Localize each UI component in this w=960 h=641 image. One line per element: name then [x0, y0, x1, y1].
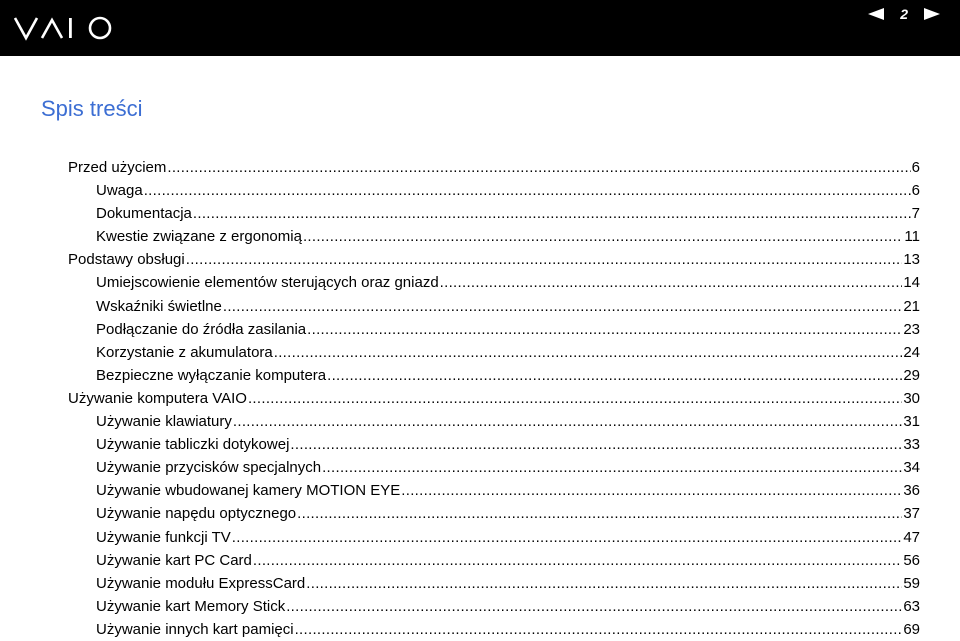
toc-entry-label: Używanie wbudowanej kamery MOTION EYE — [96, 482, 401, 500]
toc-entry-label: Umiejscowienie elementów sterujących oraz gniazd — [96, 274, 439, 292]
toc-entry-page: 34 — [903, 459, 920, 477]
toc-entry[interactable] — [68, 526, 920, 549]
page-navigation — [866, 6, 942, 22]
toc-entry-label: Używanie napędu optycznego — [96, 505, 297, 523]
toc-entry-label: Podstawy obsługi — [68, 251, 185, 269]
toc-entry[interactable] — [68, 341, 920, 364]
toc-entry[interactable] — [68, 271, 920, 294]
page-number: 2 — [900, 6, 908, 22]
toc-entry-page: 31 — [903, 413, 920, 431]
toc-entry-label: Bezpieczne wyłączanie komputera — [96, 366, 327, 384]
toc-entry-page: 29 — [903, 366, 920, 384]
toc-entry[interactable] — [68, 295, 920, 318]
toc-entry-label: Kwestie związane z ergonomią — [96, 228, 302, 246]
toc-leader-dots — [193, 202, 911, 225]
toc-entry[interactable] — [68, 410, 920, 433]
toc-leader-dots — [303, 225, 903, 248]
table-of-contents — [68, 156, 920, 641]
toc-entry-page: 24 — [903, 343, 920, 361]
toc-entry[interactable] — [68, 456, 920, 479]
toc-entry[interactable] — [68, 502, 920, 525]
header-bar — [0, 0, 960, 56]
toc-entry-label: Używanie modułu ExpressCard — [96, 574, 306, 592]
toc-entry-label: Używanie komputera VAIO — [68, 389, 247, 407]
toc-entry[interactable] — [68, 618, 920, 641]
toc-entry-label: Wskaźniki świetlne — [96, 297, 222, 315]
toc-entry-page: 14 — [903, 274, 920, 292]
toc-leader-dots — [248, 387, 902, 410]
toc-entry-label: Używanie innych kart pamięci — [96, 620, 294, 638]
previous-page-icon[interactable] — [866, 7, 886, 21]
toc-leader-dots — [307, 318, 902, 341]
toc-leader-dots — [290, 433, 902, 456]
toc-entry-page: 37 — [903, 505, 920, 523]
toc-entry[interactable] — [68, 595, 920, 618]
toc-leader-dots — [401, 479, 902, 502]
toc-entry-page: 56 — [903, 551, 920, 569]
toc-leader-dots — [440, 271, 903, 294]
toc-entry[interactable] — [68, 318, 920, 341]
toc-entry-page: 63 — [903, 597, 920, 615]
toc-entry-page: 23 — [903, 320, 920, 338]
toc-leader-dots — [322, 456, 902, 479]
toc-entry-page: 30 — [903, 389, 920, 407]
toc-leader-dots — [186, 248, 903, 271]
toc-entry-label: Używanie funkcji TV — [96, 528, 231, 546]
toc-entry-page: 6 — [911, 159, 920, 176]
toc-leader-dots — [232, 526, 903, 549]
toc-entry-page: 36 — [903, 482, 920, 500]
toc-leader-dots — [327, 364, 902, 387]
toc-entry-page: 13 — [903, 251, 920, 269]
toc-entry-page: 59 — [903, 574, 920, 592]
toc-entry[interactable] — [68, 202, 920, 225]
toc-entry[interactable] — [68, 572, 920, 595]
toc-leader-dots — [223, 295, 902, 318]
toc-entry[interactable] — [68, 225, 920, 248]
toc-entry-label: Używanie klawiatury — [96, 413, 232, 431]
toc-entry[interactable] — [68, 364, 920, 387]
toc-entry-label: Podłączanie do źródła zasilania — [96, 320, 307, 338]
toc-entry[interactable] — [68, 156, 920, 179]
next-page-icon[interactable] — [922, 7, 942, 21]
toc-entry[interactable] — [68, 549, 920, 572]
toc-entry-page: 7 — [911, 205, 920, 223]
toc-entry-page: 47 — [903, 528, 920, 546]
toc-entry-label: Używanie tabliczki dotykowej — [96, 436, 290, 454]
vaio-logo — [14, 14, 120, 42]
toc-entry-label: Używanie przycisków specjalnych — [96, 459, 322, 477]
toc-entry[interactable] — [68, 387, 920, 410]
toc-entry-page: 33 — [903, 436, 920, 454]
toc-leader-dots — [297, 502, 902, 525]
toc-entry-label: Dokumentacja — [96, 205, 192, 223]
toc-leader-dots — [233, 410, 902, 433]
toc-entry-label: Używanie kart PC Card — [96, 551, 252, 569]
toc-entry-page: 69 — [903, 620, 920, 638]
page-title: Spis treści — [41, 96, 143, 121]
toc-leader-dots — [295, 618, 903, 641]
toc-entry[interactable] — [68, 433, 920, 456]
toc-entry[interactable] — [68, 479, 920, 502]
toc-entry-label: Używanie kart Memory Stick — [96, 597, 286, 615]
toc-entry-label: Uwaga — [96, 182, 143, 200]
toc-leader-dots — [274, 341, 903, 364]
toc-entry-label: Korzystanie z akumulatora — [96, 343, 273, 361]
toc-entry[interactable] — [68, 248, 920, 271]
toc-entry-label: Przed użyciem — [68, 159, 167, 176]
toc-entry-page: 11 — [904, 228, 920, 246]
toc-entry[interactable] — [68, 179, 920, 202]
toc-leader-dots — [167, 156, 910, 179]
toc-entry-page: 6 — [911, 182, 920, 200]
toc-leader-dots — [253, 549, 902, 572]
toc-leader-dots — [286, 595, 902, 618]
toc-leader-dots — [306, 572, 902, 595]
toc-entry-page: 21 — [903, 297, 920, 315]
toc-leader-dots — [144, 179, 911, 202]
